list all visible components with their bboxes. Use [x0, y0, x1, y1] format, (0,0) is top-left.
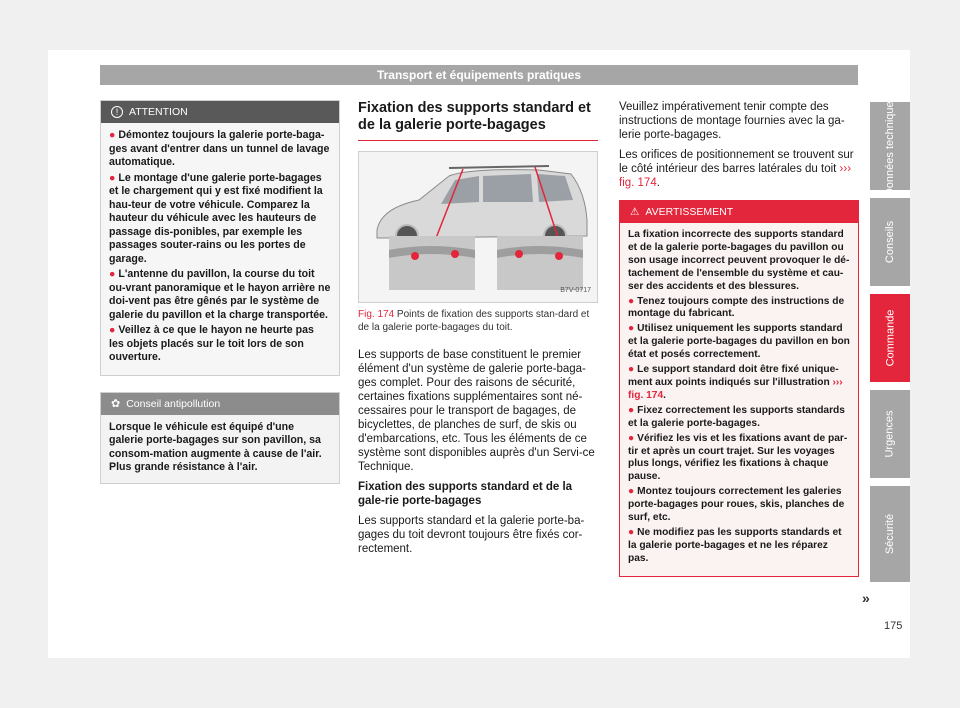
figure-reference-link[interactable]: ››› fig. 174 — [619, 163, 852, 189]
paragraph: Les orifices de positionnement se trouvent sur le côté intérieur des barres latérales du toit ››› fig. 174. — [619, 149, 854, 189]
side-tab-commande[interactable] — [870, 294, 910, 382]
continue-mark: » — [862, 590, 870, 606]
eco-label: Conseil antipollution — [126, 397, 221, 410]
caption-text: Points de fixation des supports stan-dard et de la galerie porte-bagages du toit. — [358, 309, 590, 333]
middle-body — [358, 348, 598, 556]
paragraph: Les supports de base constituent le premier élément d'un système de galerie porte-baga-ges complet. Pour des raisons de sécurité, certaines fixations supplémentaires sont né-cessaires pour le transport de bagages, de bicyclettes, de planches de surf, de skis ou d'embarcations, etc. Tous les éléments de ce système sont disponibles auprès d'un Servi-ce Technique. — [358, 349, 595, 473]
side-tab-securite[interactable] — [870, 486, 910, 582]
leaf-icon: ✿ — [111, 397, 121, 410]
page-number: 175 — [884, 620, 903, 632]
figure-code: B7V-0717 — [560, 287, 591, 294]
bullet-icon: ● — [628, 323, 635, 335]
warning-body — [620, 223, 858, 576]
warning-item: ● Le support standard doit être fixé unique-ment aux points indiqués sur l'illustration ››› fig. 174. — [628, 364, 843, 401]
side-tab-label: Urgences — [884, 410, 897, 458]
side-tab-label: Commande — [884, 309, 897, 367]
warning-item: ● Fixez correctement les supports standards et la galerie porte-bagages. — [628, 404, 845, 429]
figure-reference-link[interactable]: ››› fig. 174 — [628, 376, 843, 401]
warning-label: AVERTISSEMENT — [645, 206, 734, 218]
running-header: Transport et équipements pratiques — [100, 65, 858, 85]
car-illustration — [359, 152, 598, 303]
warning-box — [619, 200, 859, 577]
figure-car-roof — [358, 151, 598, 303]
eco-header — [101, 393, 339, 415]
left-column — [100, 100, 340, 500]
side-tab-conseils[interactable] — [870, 198, 910, 286]
side-tab-label: Conseils — [884, 220, 896, 264]
attention-label: ATTENTION — [129, 106, 188, 118]
bullet-icon: ● — [628, 432, 635, 444]
figure-caption — [358, 309, 598, 334]
right-column — [619, 100, 859, 593]
warning-item: ● Montez toujours correctement les galeries porte-bagages pour roues, skis, planches de surf, etc. — [628, 486, 845, 524]
attention-body — [101, 123, 339, 375]
side-tab-label: Données techniques — [884, 95, 897, 197]
bullet-icon: ● — [628, 364, 635, 376]
bullet-icon: ● — [109, 268, 116, 280]
middle-column — [358, 100, 598, 562]
attention-item: ● Le montage d'une galerie porte-bagages et le chargement qui y est fixé modifient la hau-teur de votre véhicule. Comparez la hauteur du véhicule avec les hauteurs de passage dis-ponibles, par exemple les passages souter-rains ou les portes de garage. — [109, 171, 323, 265]
caption-label: Fig. 174 — [358, 309, 395, 320]
attention-box — [100, 100, 340, 376]
bullet-icon: ● — [109, 324, 116, 336]
paragraph: Veuillez impérativement tenir compte des instructions de montage fournies avec la ga-lerie porte-bagages. — [619, 101, 845, 141]
attention-item: ● L'antenne du pavillon, la course du toit ou-vrant panoramique et le hayon arrière ne doi-vent pas être gênés par le système de galerie du pavillon et la charge transportée. — [109, 268, 331, 321]
attention-header — [101, 101, 339, 123]
bullet-icon: ● — [109, 171, 116, 184]
attention-item: ● Veillez à ce que le hayon ne heurte pas les objets placés sur le toit lors de son ouverture. — [109, 324, 314, 363]
warning-item: ● Tenez toujours compte des instructions de montage du fabricant. — [628, 295, 845, 320]
warning-intro: La fixation incorrecte des supports standard et de la galerie porte-bagages du pavillon ou son usage incorrect peuvent provoquer le dé-tachement de l'ensemble du système et cau-ser des accidents et des blessures. — [628, 229, 850, 292]
alert-icon: ! — [111, 106, 123, 118]
subheading: Fixation des supports standard et de la gale-rie porte-bagages — [358, 481, 573, 507]
bullet-icon: ● — [628, 404, 635, 416]
warning-header — [620, 201, 858, 223]
side-tab-donnees-techniques[interactable] — [870, 95, 910, 197]
bullet-icon: ● — [628, 526, 635, 538]
eco-box — [100, 392, 340, 484]
section-heading: Fixation des supports standard et de la galerie porte-bagages — [358, 100, 598, 141]
eco-body: Lorsque le véhicule est équipé d'une galerie porte-bagages sur son pavillon, sa consom-mation augmente à cause de l'air. Plus grande résistance à l'air. — [109, 420, 322, 473]
warning-item: ● Utilisez uniquement les supports standard et la galerie porte-bagages du pavillon en bon état et posés correctement. — [628, 323, 850, 361]
warning-triangle-icon: ⚠ — [630, 206, 640, 218]
bullet-icon: ● — [628, 486, 635, 498]
side-tab-label: Sécurité — [884, 513, 897, 555]
attention-item: ● Démontez toujours la galerie porte-baga-ges avant d'entrer dans un tunnel de lavage automatique. — [109, 129, 330, 168]
side-tab-urgences[interactable] — [870, 390, 910, 478]
warning-item: ● Vérifiez les vis et les fixations avant de par-tir et après un court trajet. Sur les voyages plus longs, vérifiez les fixations à chaque pause. — [628, 432, 848, 483]
warning-item: ● Ne modifiez pas les supports standards et la galerie porte-bagages et ne les réparez pas. — [628, 526, 842, 564]
paragraph: Les supports standard et la galerie porte-ba-gages du toit devront toujours être fixés cor-rectement. — [358, 515, 585, 555]
bullet-icon: ● — [109, 129, 116, 141]
bullet-icon: ● — [628, 295, 635, 307]
